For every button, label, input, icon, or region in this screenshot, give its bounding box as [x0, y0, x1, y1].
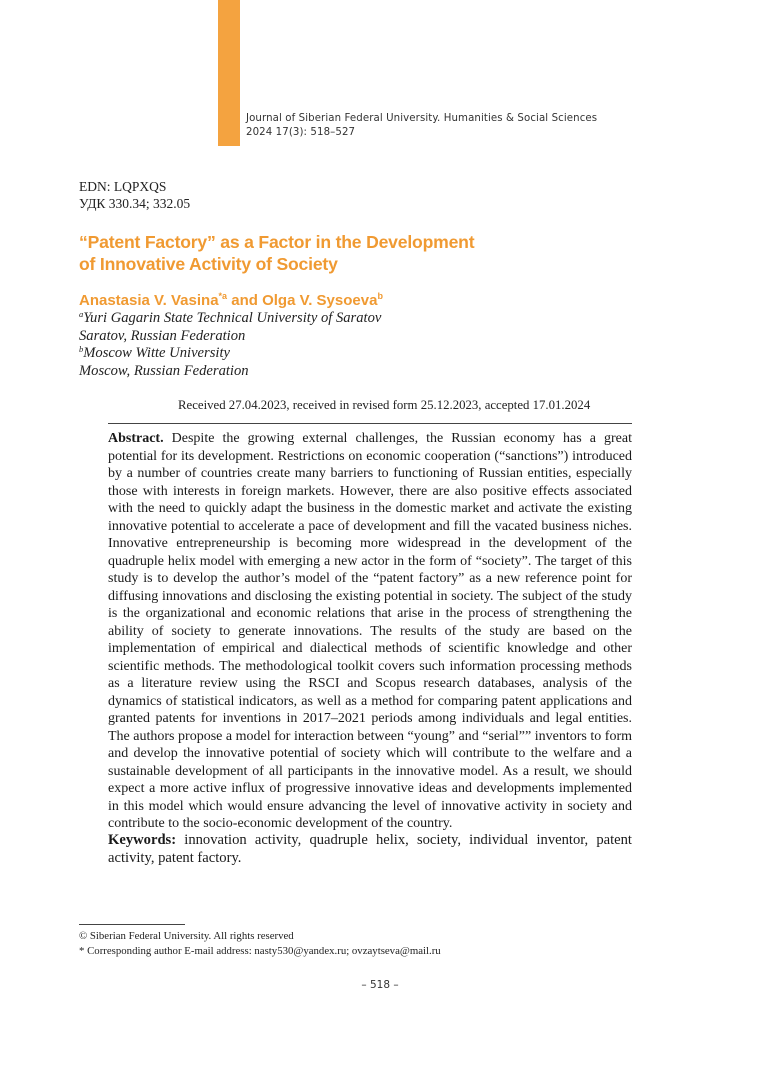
affiliation-a-mark: a: [79, 309, 84, 319]
affiliation-a-institution: Yuri Gagarin State Technical University of Saratov: [83, 310, 382, 326]
keywords-text: innovation activity, quadruple helix, society, individual inventor, patent activity, patent factory.: [108, 832, 632, 866]
footnotes: [79, 929, 441, 959]
affiliation-b-institution: Moscow Witte University: [83, 345, 230, 362]
edn-code: EDN: LQPXQS: [79, 179, 167, 194]
title-line-1: “Patent Factory” as a Factor in the Development: [79, 232, 475, 252]
affiliation-b-line-2: Moscow, Russian Federation: [79, 362, 249, 379]
keywords-label: Keywords:: [108, 832, 177, 848]
abstract-divider: [108, 423, 632, 424]
affiliation-b-line-1: [79, 345, 381, 363]
affiliations: [79, 310, 381, 380]
journal-issue: 2024 17(3): 518–527: [246, 127, 356, 138]
keywords: [108, 831, 632, 867]
abstract-text: Despite the growing external challenges, the Russian economy has a great potential for its development. Restrictions on economic cooperation (“sanctions”) introduced by a number of countries create many barriers to functioning of Russian entities, especially those with interests in foreign markets. However, there are also positive effects associated with the need to quickly adapt the business in the domestic market and activate the existing innovative potential to accelerate a pace of development and fill the vacated business niches. Innovative entrepreneurship is becoming more widespread in the development of the quadruple helix model with emerging a new actor in the form of “society”. The target of this study is to develop the author’s model of the “patent factory” as a new reference point for diffusing innovations and disclosing the existing potential in society. The subject of the study is the organizational and economic relations that arise in the process of strengthening the ability of society to generate innovations. The results of the study are based on the implementation of empirical and dialectical methods of scientific knowledge and other scientific methods. The methodological toolkit covers such information processing methods as a literature review using the RSCI and Scopus research databases, analysis of the dynamics of statistical indicators, as well as a method for comparing patent applications and granted patents for inventions in 2017–2021 periods among individuals and legal entities. The authors propose a model for interaction between “young” and “serial”” inventors to form and develop the innovative potential of society which will contribute to the welfare and a sustainable development of all participants in the innovative model. As a result, we should expect a more active influx of progressive innovative ideas and developments implemented in this model which would ensure advancing the level of innovative activity in society and contribute to the socio-economic development of the country.: [108, 431, 632, 831]
affiliation-a-line-1: [79, 310, 381, 328]
article-title: [79, 231, 474, 275]
author-connector: and: [227, 292, 263, 309]
abstract: [108, 430, 632, 833]
journal-accent-bar: [218, 0, 240, 146]
journal-header: [246, 112, 597, 140]
article-identifiers: [79, 178, 190, 212]
received-dates: Received 27.04.2023, received in revised form 25.12.2023, accepted 17.01.2024: [178, 398, 591, 412]
page-number: – 518 –: [361, 979, 399, 991]
author-1-mark: *a: [218, 291, 228, 301]
affiliation-b-mark: b: [79, 344, 84, 355]
author-list: [79, 291, 383, 310]
affiliation-a-line-2: Saratov, Russian Federation: [79, 327, 246, 344]
author-2-mark: b: [377, 291, 383, 301]
journal-name: Journal of Siberian Federal University. Humanities & Social Sciences: [246, 113, 598, 124]
copyright-note: © Siberian Federal University. All rights reserved: [79, 930, 294, 942]
footnote-divider: [79, 924, 185, 925]
corresponding-author-note: * Corresponding author E-mail address: nasty530@yandex.ru; ovzaytseva@mail.ru: [79, 945, 441, 957]
author-1-name: Anastasia V. Vasina: [79, 292, 219, 309]
udk-code: УДК 330.34; 332.05: [79, 196, 191, 211]
abstract-label: Abstract.: [108, 431, 164, 446]
title-line-2: of Innovative Activity of Society: [79, 254, 338, 274]
author-2-name: Olga V. Sysoeva: [262, 292, 378, 309]
